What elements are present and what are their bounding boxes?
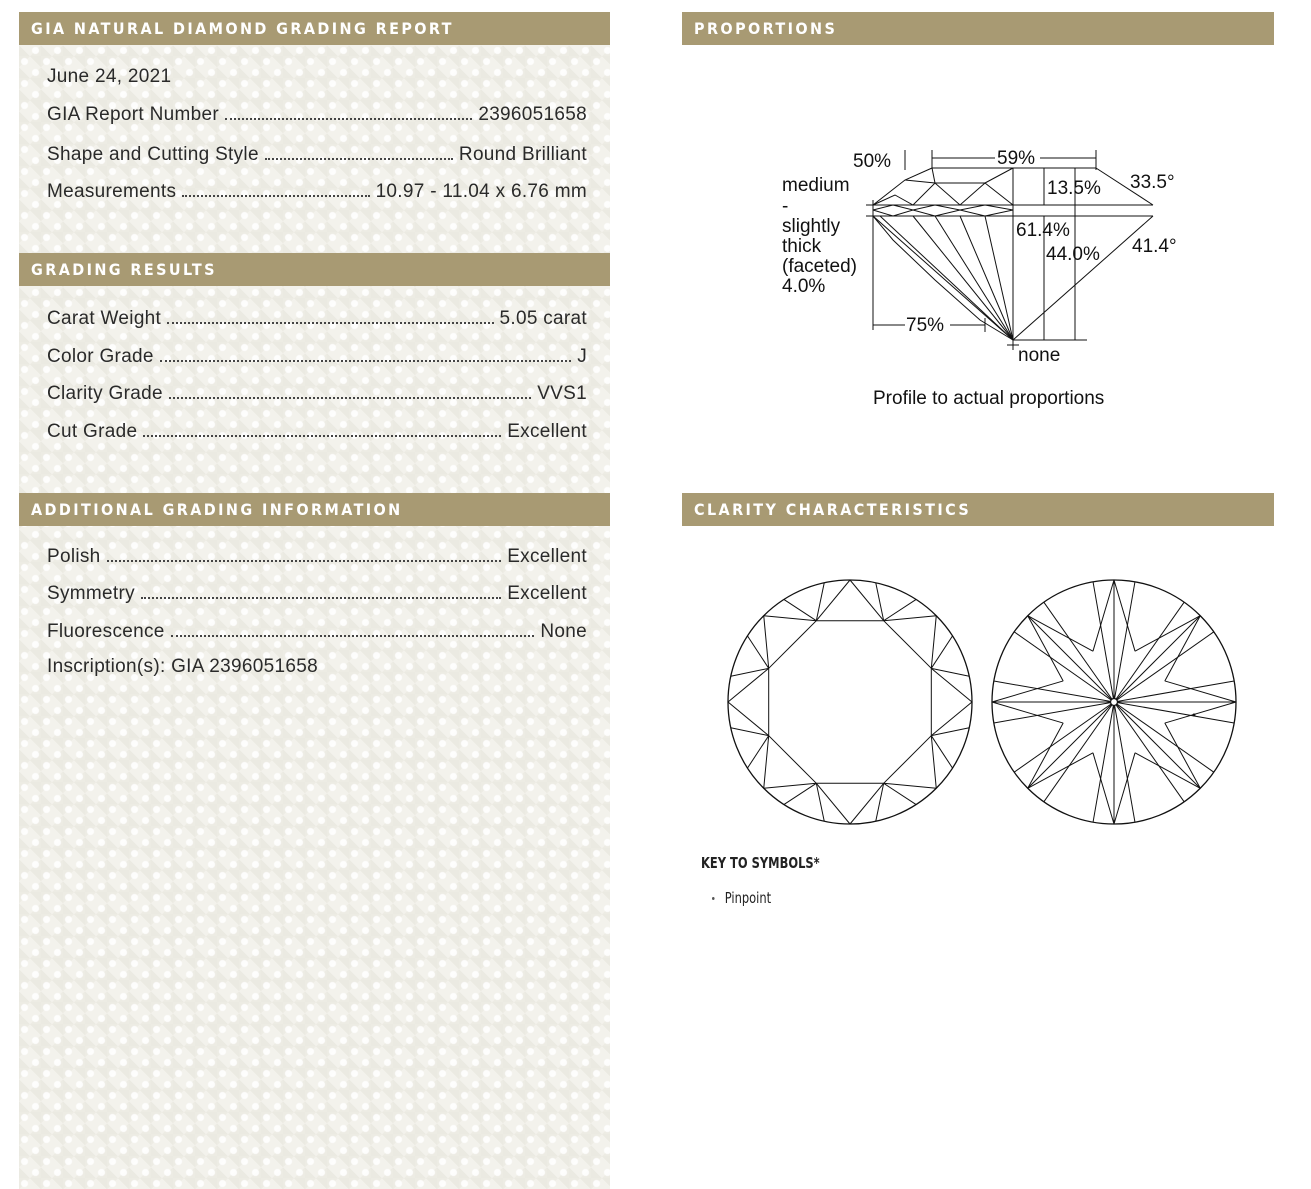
grading-results-title: GRADING RESULTS <box>31 260 217 279</box>
upper-girdle-facet <box>731 728 769 736</box>
upper-girdle-facet <box>816 583 824 621</box>
measurements-label: Measurements <box>47 181 177 202</box>
carat-label: Carat Weight <box>47 308 162 329</box>
upper-girdle-facet <box>884 599 916 620</box>
total-depth-pct: 61.4% <box>1016 220 1070 241</box>
star-facet <box>850 580 884 621</box>
star-facet <box>764 616 817 621</box>
star-facet <box>931 736 936 789</box>
star-facet <box>816 580 850 621</box>
star-facet <box>850 783 884 824</box>
color-value: J <box>577 346 587 367</box>
color-label: Color Grade <box>47 346 154 367</box>
pavilion-plot-diagram <box>989 577 1239 827</box>
carat-value: 5.05 carat <box>499 308 587 329</box>
clarity-characteristics-bar <box>682 493 1274 526</box>
girdle-line-2: - <box>782 196 789 217</box>
pinpoint-icon <box>712 897 715 900</box>
upper-girdle-facet <box>784 599 816 620</box>
star-facet <box>764 736 769 789</box>
star-facet <box>728 668 769 702</box>
star-facet <box>884 783 937 788</box>
shape-label: Shape and Cutting Style <box>47 144 259 165</box>
report-date: June 24, 2021 <box>47 66 172 87</box>
crown-plot-diagram <box>725 577 975 827</box>
upper-girdle-facet <box>876 783 884 821</box>
table-edge <box>884 736 932 784</box>
table-width-pct: 59% <box>997 148 1036 169</box>
girdle-line-3: slightly <box>782 216 841 237</box>
girdle-line-5: (faceted) <box>782 256 857 277</box>
crown-outline <box>728 580 972 824</box>
clarity-characteristics-title: CLARITY CHARACTERISTICS <box>694 500 972 519</box>
upper-girdle-facet <box>876 583 884 621</box>
pavilion-angle: 41.4° <box>1132 236 1177 257</box>
star-facet <box>931 702 972 736</box>
star-facet <box>884 616 937 621</box>
culet-label: none <box>1018 345 1061 366</box>
measurements-value: 10.97 - 11.04 x 6.76 mm <box>375 181 587 202</box>
proportions-caption: Profile to actual proportions <box>873 388 1105 409</box>
table-pct: 50% <box>853 151 892 172</box>
clarity-label: Clarity Grade <box>47 383 163 404</box>
upper-girdle-facet <box>931 668 969 676</box>
key-item-pinpoint <box>712 889 771 907</box>
star-facet <box>931 668 972 702</box>
symmetry-label: Symmetry <box>47 583 135 604</box>
crown-height-pct: 13.5% <box>1047 178 1101 199</box>
table-edge <box>769 736 817 784</box>
girdle-line-4: thick <box>782 236 822 257</box>
crown-angle: 33.5° <box>1130 172 1175 193</box>
leader-dots <box>141 597 501 599</box>
girdle-line-6: 4.0% <box>782 276 826 297</box>
polish-label: Polish <box>47 546 101 567</box>
shape-value: Round Brilliant <box>458 144 587 165</box>
upper-girdle-facet <box>931 736 952 768</box>
proportions-title: PROPORTIONS <box>694 19 838 38</box>
key-to-symbols-title: KEY TO SYMBOLS* <box>701 854 820 872</box>
table-edge <box>769 621 817 669</box>
cut-value: Excellent <box>507 421 587 442</box>
upper-girdle-facet <box>747 736 768 768</box>
upper-girdle-facet <box>731 668 769 676</box>
fluorescence-value: None <box>540 621 587 642</box>
polish-row <box>47 542 587 568</box>
key-item-label: Pinpoint <box>724 889 772 907</box>
star-facet <box>931 616 936 669</box>
pavilion-depth-pct: 44.0% <box>1046 244 1100 265</box>
report-number-label: GIA Report Number <box>47 104 219 125</box>
clarity-value: VVS1 <box>537 383 587 404</box>
polish-value: Excellent <box>507 546 587 567</box>
cut-label: Cut Grade <box>47 421 138 442</box>
report-number-value: 2396051658 <box>478 104 587 125</box>
symmetry-value: Excellent <box>507 583 587 604</box>
table-edge <box>884 621 932 669</box>
upper-girdle-facet <box>884 783 916 804</box>
proportions-diagram <box>0 0 1311 480</box>
pinpoint-mark <box>1193 714 1195 716</box>
culet <box>1111 699 1118 706</box>
star-facet <box>764 616 769 669</box>
report-title: GIA NATURAL DIAMOND GRADING REPORT <box>31 19 454 38</box>
upper-girdle-facet <box>931 728 969 736</box>
leader-dots <box>171 635 535 637</box>
girdle-line-1: medium <box>782 175 850 196</box>
fluorescence-row <box>47 617 587 643</box>
upper-girdle-facet <box>816 783 824 821</box>
leader-dots <box>107 560 502 562</box>
lower-half-pct: 75% <box>906 315 945 336</box>
star-facet <box>728 702 769 736</box>
star-facet <box>816 783 850 824</box>
upper-girdle-facet <box>931 636 952 668</box>
fluorescence-label: Fluorescence <box>47 621 165 642</box>
upper-girdle-facet <box>784 783 816 804</box>
inscription: Inscription(s): GIA 2396051658 <box>47 656 318 677</box>
upper-girdle-facet <box>747 636 768 668</box>
star-facet <box>764 783 817 788</box>
symmetry-row <box>47 579 587 605</box>
additional-info-title: ADDITIONAL GRADING INFORMATION <box>31 500 403 519</box>
additional-info-bar <box>19 493 610 526</box>
